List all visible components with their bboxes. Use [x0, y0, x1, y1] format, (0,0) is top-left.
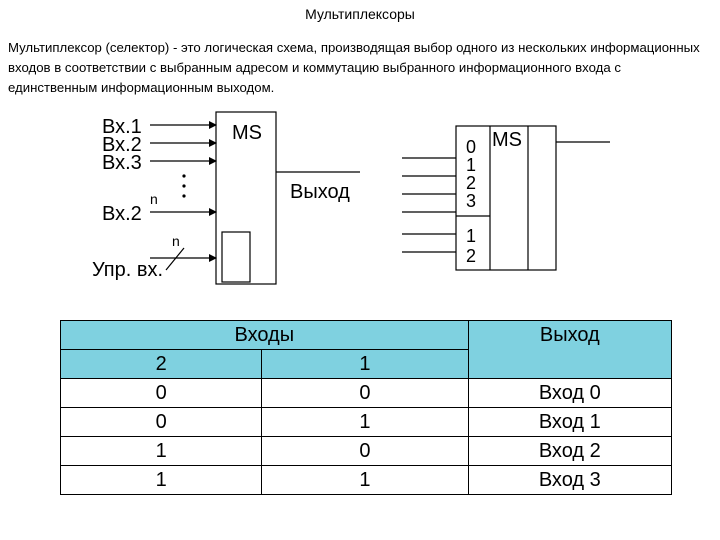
input-n-label: Вх.2 — [102, 203, 142, 225]
dot — [182, 174, 185, 177]
definition-paragraph: Мультиплексор (селектор) - это логическая схема, производящая выбор одного из нескольких информационных входов в соответствии с выбранным адресом и коммутацию выбранного информационного входа с единственным информационным выходом. — [8, 40, 700, 95]
left-control-subblock — [222, 232, 250, 282]
left-ms-label: MS — [232, 122, 262, 144]
right-multiplexer — [402, 126, 610, 270]
cell-a2: 1 — [61, 466, 262, 495]
left-output-label: Выход — [290, 181, 350, 203]
cell-a1: 0 — [262, 437, 468, 466]
input-1-label: Вх.1 — [102, 116, 142, 138]
data-input-3-label: 3 — [466, 191, 477, 211]
cell-output: Вход 1 — [468, 408, 671, 437]
subheader-a2: 2 — [61, 350, 262, 379]
data-input-0-label: 0 — [466, 137, 477, 157]
cell-a1: 0 — [262, 379, 468, 408]
input-2-label: Вх.2 — [102, 134, 142, 156]
input-n-superscript: n — [150, 191, 158, 207]
address-input-1-label: 1 — [466, 226, 477, 246]
cell-a1: 1 — [262, 466, 468, 495]
table-row — [61, 379, 672, 408]
subheader-a1: 1 — [262, 350, 468, 379]
right-ms-label: MS — [492, 129, 522, 151]
input-3-label: Вх.3 — [102, 152, 142, 174]
data-input-2-label: 2 — [466, 173, 477, 193]
left-multiplexer — [92, 112, 360, 284]
header-output: Выход — [468, 321, 671, 379]
dot — [182, 194, 185, 197]
table-row — [61, 466, 672, 495]
cell-a1: 1 — [262, 408, 468, 437]
data-input-1-label: 1 — [466, 155, 477, 175]
cell-a2: 0 — [61, 379, 262, 408]
table-row — [61, 408, 672, 437]
cell-output: Вход 2 — [468, 437, 671, 466]
cell-a2: 0 — [61, 408, 262, 437]
cell-output: Вход 0 — [468, 379, 671, 408]
address-input-2-label: 2 — [466, 246, 477, 266]
truth-table — [60, 320, 672, 495]
page-title: Мультиплексоры — [305, 6, 415, 22]
control-label: Упр. вх. — [92, 259, 164, 281]
control-bus-slash — [166, 248, 184, 270]
control-n-label: n — [172, 233, 180, 249]
dot — [182, 184, 185, 187]
cell-output: Вход 3 — [468, 466, 671, 495]
header-inputs: Входы — [61, 321, 469, 350]
cell-a2: 1 — [61, 437, 262, 466]
table-row — [61, 437, 672, 466]
